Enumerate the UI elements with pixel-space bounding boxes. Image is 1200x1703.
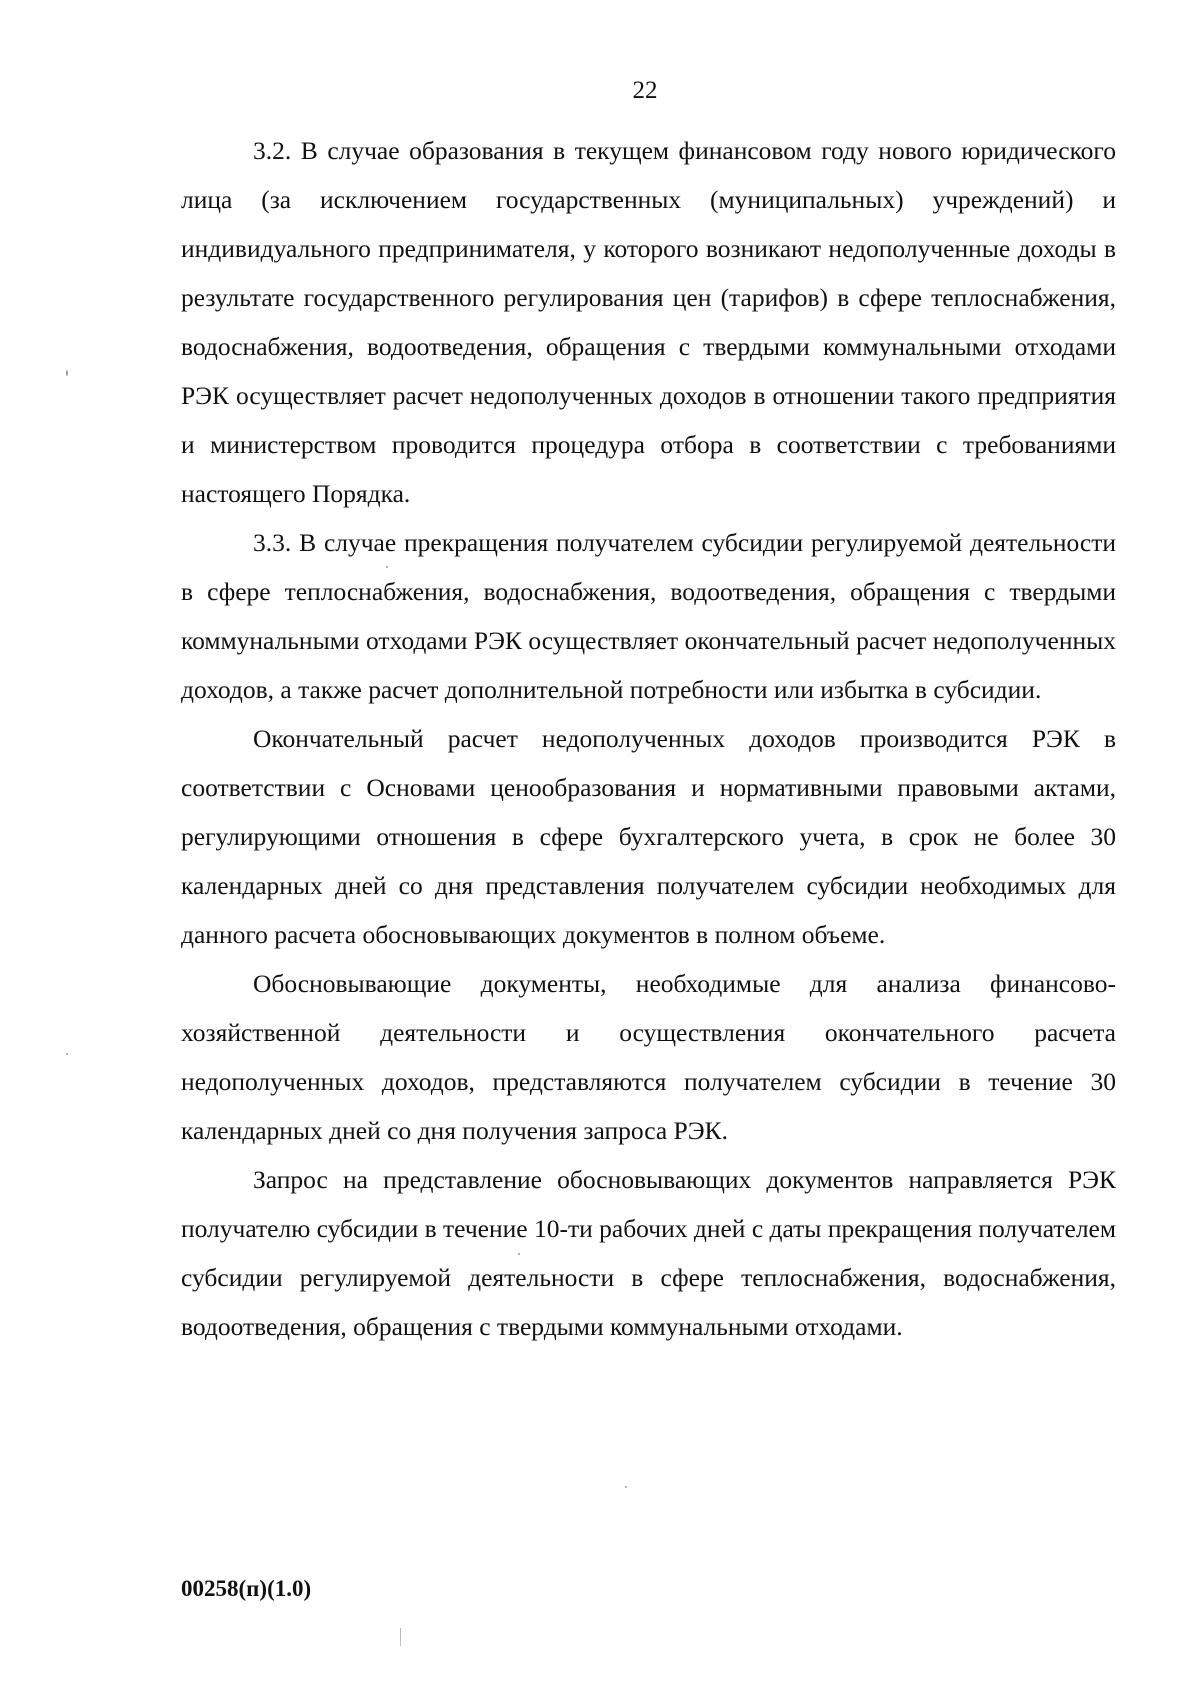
document-body bbox=[181, 126, 1116, 1351]
scan-speck bbox=[386, 566, 388, 568]
document-code: 00258(п)(1.0) bbox=[181, 1576, 312, 1601]
paragraph-final-calculation: Окончательный расчет недополученных доходов производится РЭК в соответствии с Основами ценообразования и нормативными правовыми актами, регулирующими отношения в сфере бухгалтерского учета, в срок не более 30 календарных дней со дня представления получателем субсидии необходимых для данного расчета обосновывающих документов в полном объеме. bbox=[181, 724, 1116, 949]
paragraph-3-3: 3.3. В случае прекращения получателем субсидии регулируемой деятельности в сфере теплоснабжения, водоснабжения, водоотведения, обращения с твердыми коммунальными отходами РЭК осуществляет окончательный расчет недополученных доходов, а также расчет дополнительной потребности или избытка в субсидии. bbox=[181, 528, 1116, 704]
page-number: 22 bbox=[632, 77, 658, 104]
paragraph-document-request: Запрос на представление обосновывающих документов направляется РЭК получателю субсидии в течение 10-ти рабочих дней с даты прекращения получателем субсидии регулируемой деятельности в сфере теплоснабжения, водоснабжения, водоотведения, обращения с твердыми коммунальными отходами. bbox=[181, 1165, 1116, 1341]
scan-speck bbox=[625, 1486, 627, 1488]
scan-mark bbox=[400, 1628, 401, 1646]
paragraph-supporting-documents: Обосновывающие документы, необходимые для анализа финансово-хозяйственной деятельности и осуществления окончательного расчета недополученных доходов, представляются получателем субсидии в течение 30 календарных дней со дня получения запроса РЭК. bbox=[181, 969, 1116, 1145]
scan-speck bbox=[66, 1053, 68, 1055]
paragraph-3-2: 3.2. В случае образования в текущем финансовом году нового юридического лица (за исключением государственных (муниципальных) учреждений) и индивидуального предпринимателя, у которого возникают недополученные доходы в результате государственного регулирования цен (тарифов) в сфере теплоснабжения, водоснабжения, водоотведения, обращения с твердыми коммунальными отходами РЭК осуществляет расчет недополученных доходов в отношении такого предприятия и министерством проводится процедура отбора в соответствии с требованиями настоящего Порядка. bbox=[181, 136, 1116, 508]
scan-speck bbox=[66, 370, 68, 376]
scan-speck bbox=[518, 1253, 520, 1255]
